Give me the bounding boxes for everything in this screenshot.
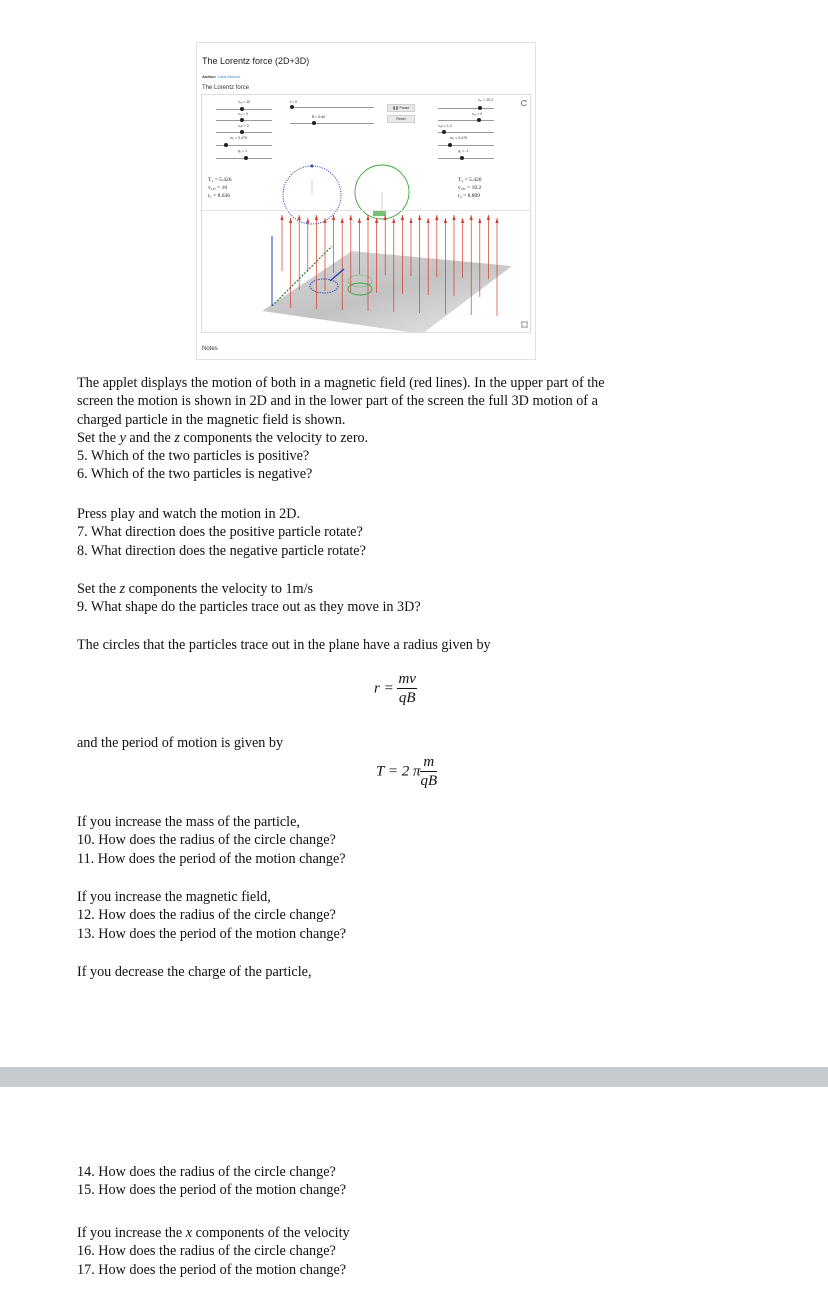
intro-line: The applet displays the motion of both in a magnetic field (red lines). In the upper part of the bbox=[77, 375, 605, 391]
fullscreen-icon[interactable] bbox=[521, 321, 528, 328]
period-intro: and the period of motion is given by bbox=[77, 735, 284, 751]
field-line-arrow bbox=[366, 215, 369, 220]
radius-formula-numerator: mv bbox=[398, 671, 416, 687]
field-line-arrow bbox=[427, 218, 430, 223]
field-line-arrow bbox=[409, 218, 412, 223]
particle-positive-2d bbox=[311, 165, 314, 168]
slider-knob-v2x[interactable] bbox=[478, 106, 482, 110]
set-z-instruction: Set the z components the velocity to 1m/s bbox=[77, 581, 314, 597]
slider-knob-v2z[interactable] bbox=[442, 130, 446, 134]
reset-button[interactable]: Reset bbox=[387, 115, 415, 123]
slider-label-v2x: v₂ₓ = 10.2 bbox=[478, 98, 494, 102]
radius-formula bbox=[374, 671, 417, 707]
slider-knob-q2[interactable] bbox=[460, 156, 464, 160]
readout-t2: T₂ = 5.426 bbox=[458, 177, 482, 183]
readout-r1: r₁ = 8.636 bbox=[208, 193, 230, 199]
set-yz-instruction: Set the y and the z components the velocity to zero. bbox=[77, 429, 369, 446]
question-6: 6. Which of the two particles is negative? bbox=[77, 466, 313, 483]
field-line-arrow bbox=[332, 215, 335, 220]
slider-label-v1y: v₁ᵧ = 0 bbox=[238, 112, 248, 116]
slider-label-m2: m₂ = 0.475 bbox=[450, 136, 468, 140]
field-line-arrow bbox=[478, 218, 481, 223]
field-line-arrow bbox=[298, 215, 301, 220]
geogebra-applet[interactable] bbox=[201, 94, 531, 333]
readout-t1: T₁ = 5.426 bbox=[208, 177, 232, 183]
slider-v1z[interactable] bbox=[216, 132, 272, 133]
question-7: 7. What direction does the positive particle rotate? bbox=[77, 524, 363, 541]
b-field-label: B = 6.66 bbox=[312, 115, 326, 119]
field-line-arrow bbox=[470, 215, 473, 220]
mass-intro: If you increase the mass of the particle, bbox=[77, 814, 300, 830]
slider-label-v1z: v₁z = 0 bbox=[238, 124, 249, 128]
question-12: 12. How does the radius of the circle change? bbox=[77, 907, 336, 924]
refresh-icon[interactable] bbox=[520, 99, 528, 107]
xvel-intro: If you increase the x components of the velocity bbox=[77, 1225, 350, 1241]
page-break bbox=[0, 1067, 828, 1087]
field-line-arrow bbox=[392, 218, 395, 223]
notes-label[interactable]: Notes bbox=[202, 346, 218, 352]
slider-v2y[interactable] bbox=[438, 120, 494, 121]
author-link[interactable]: Luca Moroni bbox=[217, 74, 240, 79]
field-line-arrow bbox=[358, 218, 361, 223]
question-10: 10. How does the radius of the circle change? bbox=[77, 832, 336, 849]
slider-knob-q1[interactable] bbox=[244, 156, 248, 160]
field-section bbox=[77, 888, 697, 943]
field-line-arrow bbox=[315, 215, 318, 220]
b-field-slider[interactable] bbox=[290, 123, 374, 124]
field-line-arrow bbox=[487, 215, 490, 220]
b-field-slider-knob[interactable] bbox=[312, 121, 316, 125]
field-line-arrow bbox=[401, 215, 404, 220]
field-line-arrow bbox=[418, 215, 421, 220]
field-line-arrow bbox=[323, 218, 326, 223]
slider-knob-v1y[interactable] bbox=[240, 118, 244, 122]
question-17: 17. How does the period of the motion change? bbox=[77, 1261, 347, 1278]
field-intro: If you increase the magnetic field, bbox=[77, 889, 271, 905]
field-line-arrow bbox=[306, 218, 309, 223]
question-8: 8. What direction does the negative particle rotate? bbox=[77, 542, 366, 559]
slider-knob-v1x[interactable] bbox=[240, 107, 244, 111]
slider-v1y[interactable] bbox=[216, 120, 272, 121]
intro-paragraph bbox=[77, 374, 697, 484]
question-13: 13. How does the period of the motion change? bbox=[77, 925, 347, 942]
question-5: 5. Which of the two particles is positive? bbox=[77, 448, 310, 465]
pause-button[interactable]: ❚❚ Pause bbox=[387, 104, 415, 112]
author-line bbox=[202, 74, 240, 79]
worksheet-title: The Lorentz force bbox=[202, 85, 250, 91]
time-slider-knob[interactable] bbox=[290, 105, 294, 109]
field-line-arrow bbox=[444, 218, 447, 223]
field-line-arrow bbox=[349, 215, 352, 220]
applet-title: The Lorentz force (2D+3D) bbox=[202, 56, 310, 66]
period-formula-numerator: m bbox=[420, 754, 437, 772]
question-11: 11. How does the period of the motion change? bbox=[77, 850, 346, 867]
field-line-arrow bbox=[452, 215, 455, 220]
question-9: 9. What shape do the particles trace out as they move in 3D? bbox=[77, 599, 421, 616]
slider-label-q2: q₂ = -1 bbox=[458, 149, 469, 153]
readout-v1xy: v₁ₓᵧ = 10 bbox=[208, 185, 228, 191]
slider-knob-m1[interactable] bbox=[224, 143, 228, 147]
readouts-left bbox=[208, 176, 232, 200]
field-line-arrow bbox=[280, 215, 283, 220]
radius-intro: The circles that the particles trace out in the plane have a radius given by bbox=[77, 637, 491, 653]
radius-formula-lhs: r = bbox=[374, 680, 394, 697]
intro-line: charged particle in the magnetic field is shown. bbox=[77, 411, 346, 428]
charge-intro: If you decrease the charge of the particle, bbox=[77, 964, 312, 980]
intro-line: screen the motion is shown in 2D and in the lower part of the screen the full 3D motion of a bbox=[77, 393, 598, 410]
readout-v2xy: v₂ₓᵧ = 10.2 bbox=[458, 185, 482, 191]
rotation-section bbox=[77, 505, 697, 560]
slider-knob-v2y[interactable] bbox=[477, 118, 481, 122]
slider-label-q1: q₁ = 1 bbox=[238, 149, 248, 153]
charge-questions bbox=[77, 1163, 697, 1200]
author-label: Author: bbox=[202, 74, 217, 79]
slider-v1x[interactable] bbox=[216, 109, 272, 110]
slider-knob-v1z[interactable] bbox=[240, 130, 244, 134]
field-line-arrow bbox=[461, 218, 464, 223]
readout-r2: r₂ = 8.809 bbox=[458, 193, 480, 199]
field-line-arrow bbox=[495, 218, 498, 223]
slider-label-v2z: v₂z = 1.3 bbox=[438, 124, 452, 128]
press-play-instruction: Press play and watch the motion in 2D. bbox=[77, 506, 301, 522]
slider-v2z[interactable] bbox=[438, 132, 494, 133]
mass-section bbox=[77, 813, 697, 868]
time-label: t = 0 bbox=[290, 100, 297, 104]
shape-section bbox=[77, 580, 697, 617]
field-line-arrow bbox=[375, 218, 378, 223]
view-3d[interactable] bbox=[202, 211, 531, 333]
slider-v2x[interactable] bbox=[438, 108, 494, 109]
radius-formula-denominator: qB bbox=[398, 690, 416, 706]
period-formula bbox=[376, 754, 437, 790]
question-14: 14. How does the radius of the circle change? bbox=[77, 1164, 336, 1180]
applet-card bbox=[196, 42, 536, 360]
field-line-arrow bbox=[289, 218, 292, 223]
slider-label-m1: m₁ = 0.475 bbox=[230, 136, 247, 140]
readouts-right bbox=[458, 176, 482, 200]
period-formula-denominator: qB bbox=[420, 773, 438, 789]
slider-label-v2y: v₂ᵧ = 0 bbox=[472, 112, 483, 116]
field-line-arrow bbox=[435, 215, 438, 220]
velocity-section bbox=[77, 1224, 697, 1279]
field-line-arrow bbox=[384, 215, 387, 220]
question-16: 16. How does the radius of the circle change? bbox=[77, 1243, 336, 1260]
slider-label-v1x: v₁ₓ = 10 bbox=[238, 100, 250, 104]
field-line-arrow bbox=[341, 218, 344, 223]
question-15: 15. How does the period of the motion change? bbox=[77, 1182, 347, 1199]
period-formula-lhs: T = 2 π bbox=[376, 763, 421, 780]
time-slider[interactable] bbox=[290, 107, 374, 108]
